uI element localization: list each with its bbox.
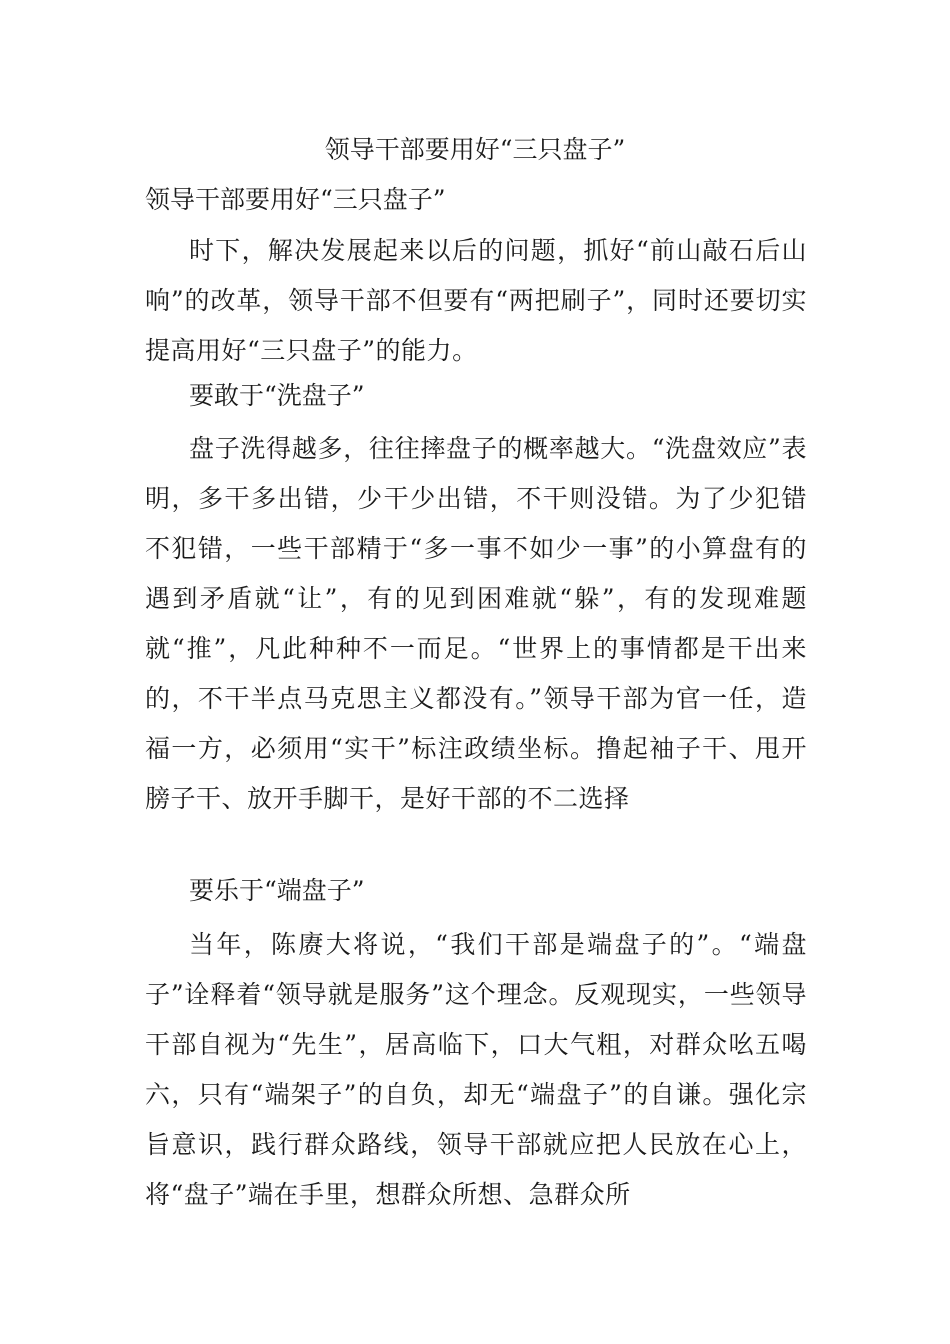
document-subtitle: 领导干部要用好“三只盘子” [145, 185, 446, 214]
document-title: 领导干部要用好“三只盘子” [324, 135, 626, 164]
intro-paragraph: 时下，解决发展起来以后的问题，抓好“前山敲石后山响”的改革，领导干部不但要有“两把刷子”，同时还要切实提高用好“三只盘子”的能力。 [145, 236, 807, 365]
section-heading-wash-plates: 要敢于“洗盘子” [189, 381, 365, 410]
section-body-serve-plates: 当年，陈赓大将说，“我们干部是端盘子的”。“端盘子”诠释着“领导就是服务”这个理念。反观现实，一些领导干部自视为“先生”，居高临下，口大气粗，对群众吆五喝六，只有“端架子”的自负，却无“端盘子”的自谦。强化宗旨意识，践行群众路线，领导干部就应把人民放在心上，将“盘子”端在手里，想群众所想、急群众所 [145, 930, 807, 1209]
section-body-wash-plates: 盘子洗得越多，往往摔盘子的概率越大。“洗盘效应”表明，多干多出错，少干少出错，不干则没错。为了少犯错不犯错，一些干部精于“多一事不如少一事”的小算盘有的遇到矛盾就“让”，有的见到困难就“躲”，有的发现难题就“推”，凡此种种不一而足。“世界上的事情都是干出来的，不干半点马克思主义都没有。”领导干部为官一任，造福一方，必须用“实干”标注政绩坐标。撸起袖子干、甩开膀子干、放开手脚干，是好干部的不二选择 [145, 434, 807, 813]
section-heading-serve-plates: 要乐于“端盘子” [189, 876, 365, 905]
